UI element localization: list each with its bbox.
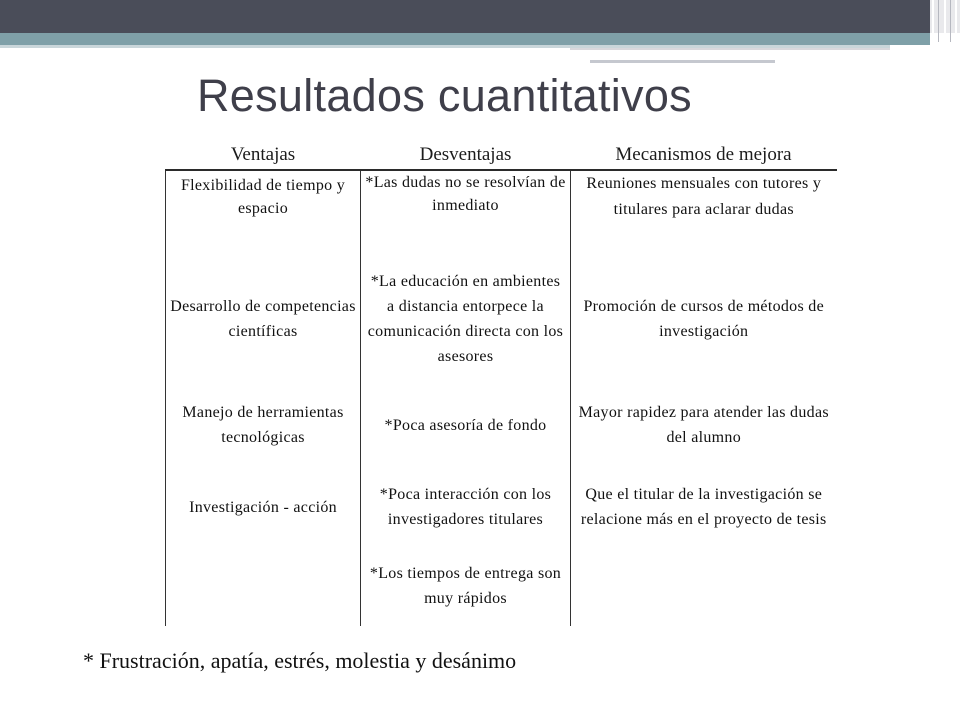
table-cell: Manejo de herramientas tecnológicas	[166, 382, 361, 468]
table-cell: Reuniones mensuales con tutores y titulares para aclarar dudas	[586, 175, 822, 218]
accent-rule	[590, 60, 775, 63]
footnote: * Frustración, apatía, estrés, molestia y desánimo	[83, 648, 517, 673]
table-cell: Flexibilidad de tiempo y espacio	[166, 170, 361, 256]
header-stripe	[950, 0, 951, 42]
accent-rule	[570, 48, 890, 50]
table-cell: Investigación - acción	[166, 468, 361, 546]
table-cell: Que el titular de la investigación se relacione más en el proyecto de tesis	[580, 486, 827, 528]
table-row	[166, 546, 837, 626]
table-cell: *Poca asesoría de fondo	[361, 382, 571, 468]
header-stripe	[944, 0, 946, 42]
header-bar	[0, 0, 960, 33]
table-row	[166, 170, 837, 256]
accent-band	[0, 33, 930, 45]
table-cell: *La educación en ambientes a distancia entorpece la comunicación directa con los asesores	[361, 256, 571, 382]
slide-title: Resultados cuantitativos	[197, 70, 692, 121]
column-header-desventajas: Desventajas	[361, 140, 571, 170]
table-header-row	[166, 140, 837, 170]
table-cell: *Las dudas no se resolvían de inmediato	[361, 170, 571, 256]
table-cell: *Poca interacción con los investigadores titulares	[361, 468, 571, 546]
table-cell: Promoción de cursos de métodos de investigación	[583, 298, 825, 340]
table-row	[166, 382, 837, 468]
header-stripe	[938, 0, 939, 42]
table-cell	[571, 546, 837, 626]
column-header-ventajas: Ventajas	[166, 140, 361, 170]
column-header-mecanismos: Mecanismos de mejora	[571, 140, 837, 170]
table-row	[166, 256, 837, 382]
header-stripe	[932, 0, 934, 42]
header-stripe	[955, 0, 957, 42]
table-cell: *Los tiempos de entrega son muy rápidos	[361, 546, 571, 626]
table-row	[166, 468, 837, 546]
table-cell	[166, 546, 361, 626]
table-cell: Mayor rapidez para atender las dudas del alumno	[578, 404, 829, 446]
results-table	[165, 140, 837, 626]
table-cell: Desarrollo de competencias científicas	[166, 256, 361, 382]
